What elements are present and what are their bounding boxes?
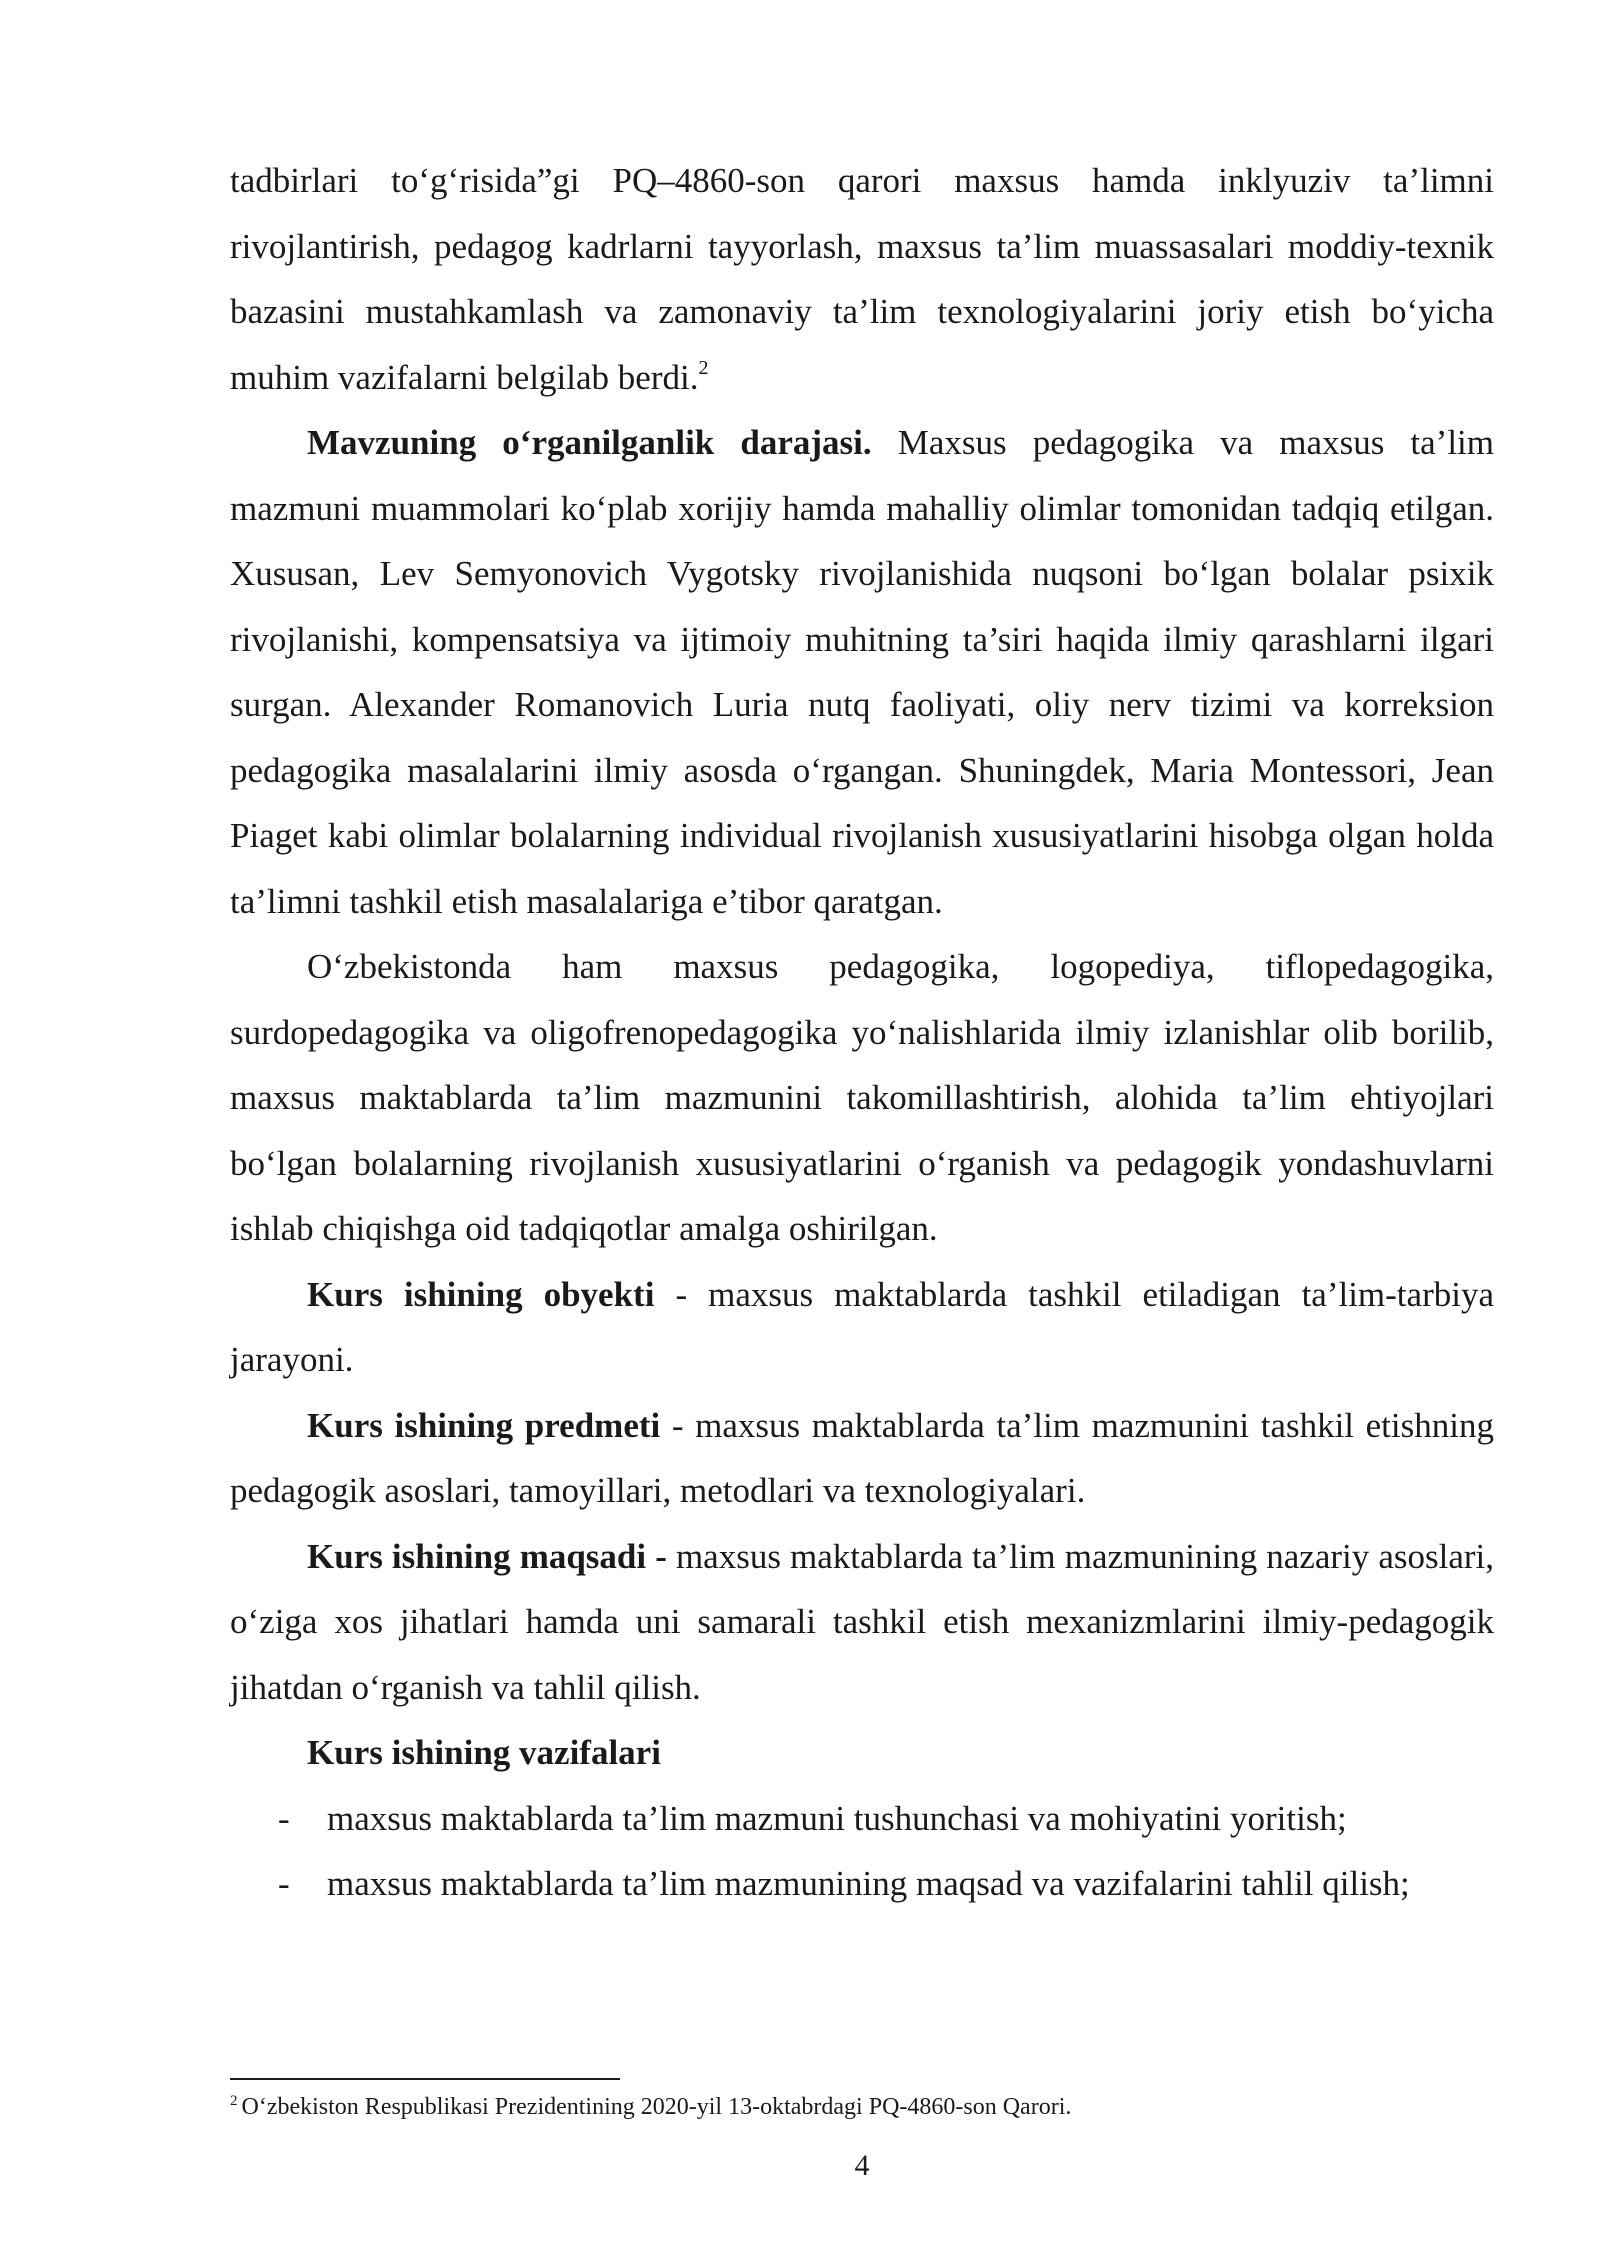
footnote xyxy=(230,2092,1494,2122)
paragraph-text: - maxsus maktablarda tashkil etiladigan ta’lim-tarbiya jarayoni. xyxy=(230,1274,1494,1379)
paragraph-text: Maxsus pedagogika va maxsus ta’lim mazmuni muammolari ko‘plab xorijiy hamda mahalliy olimlar tomonidan tadqiq etilgan. Xususan, Lev Semyonovich Vygotsky rivojlanishida nuqsoni bo‘lgan bolalar psixik rivojlanishi, kompensatsiya va ijtimoiy muhitning ta’siri haqida ilmiy qarashlarni ilgari surgan. Alexander Romanovich Luria nutq faoliyati, oliy nerv tizimi va korreksion pedagogika masalalarini ilmiy asosda o‘rgangan. Shuningdek, Maria Montessori, Jean Piaget kabi olimlar bolalarning individual rivojlanish xususiyatlarini hisobga olgan holda ta’limni tashkil etish masalalariga e’tibor qaratgan. xyxy=(230,423,1494,921)
footnote-separator xyxy=(230,2078,620,2080)
footnote-text: O‘zbekiston Respublikasi Prezidentining 2020-yil 13-oktabrdagi PQ-4860-son Qarori. xyxy=(241,2094,1072,2120)
tasks-list xyxy=(230,1786,1494,1917)
list-bullet: - xyxy=(278,1864,290,1903)
paragraph-research-level xyxy=(230,410,1494,934)
paragraph-goal xyxy=(230,1524,1494,1721)
list-item-text: maxsus maktablarda ta’lim mazmunining maqsad va vazifalarini tahlil qilish; xyxy=(327,1864,1410,1903)
page-number: 4 xyxy=(854,2149,870,2182)
paragraph-lead: Mavzuning o‘rganilganlik darajasi. xyxy=(307,423,872,462)
paragraph-lead: Kurs ishining obyekti xyxy=(307,1274,655,1314)
paragraph-text: maxsus maktablarda ta’lim mazmunining nazariy asoslari, o‘ziga xos jihatlari hamda uni samarali tashkil etish mexanizmlarini ilmiy-pedagogik jihatdan o‘rganish va tahlil qilish. xyxy=(230,1536,1494,1707)
list-item xyxy=(230,1786,1494,1852)
paragraph-decree-continuation xyxy=(230,148,1494,410)
paragraph-object xyxy=(230,1262,1494,1393)
paragraph-text: O‘zbekistonda ham maxsus pedagogika, logopediya, tiflopedagogika, surdopedagogika va oligofrenopedagogika yo‘nalishlarida ilmiy izlanishlar olib borilib, maxsus maktablarda ta’lim mazmunini takomillashtirish, alohida ta’lim ehtiyojlari bo‘lgan bolalarning rivojlanish xususiyatlarini o‘rganish va pedagogik yondashuvlarni ishlab chiqishga oid tadqiqotlar amalga oshirilgan. xyxy=(230,947,1494,1248)
tasks-heading: Kurs ishining vazifalari xyxy=(307,1733,661,1772)
paragraph-uzbekistan-research xyxy=(230,934,1494,1262)
footnote-reference[interactable]: 2 xyxy=(698,356,709,379)
paragraph-subject xyxy=(230,1393,1494,1524)
paragraph-lead: Kurs ishining predmeti xyxy=(307,1405,661,1445)
list-item-text: maxsus maktablarda ta’lim mazmuni tushunchasi va mohiyatini yoritish; xyxy=(327,1798,1347,1838)
paragraph-text: tadbirlari to‘g‘risida”gi PQ–4860-son qarori maxsus hamda inklyuziv ta’limni rivojlantirish, pedagog kadrlarni tayyorlash, maxsus ta’lim muassasalari moddiy-texnik bazasini mustahkamlash va zamonaviy ta’lim texnologiyalarini joriy etish bo‘yicha muhim vazifalarni belgilab berdi. xyxy=(230,161,1494,397)
list-bullet: - xyxy=(278,1798,290,1838)
paragraph-text: - maxsus maktablarda ta’lim mazmunini tashkil etishning pedagogik asoslari, tamoyillari, metodlari va texnologiyalari. xyxy=(230,1405,1494,1510)
list-item xyxy=(230,1851,1494,1917)
page-body xyxy=(230,148,1494,1917)
footnote-number: 2 xyxy=(230,2093,238,2109)
paragraph-lead: Kurs ishining maqsadi - xyxy=(307,1536,667,1576)
